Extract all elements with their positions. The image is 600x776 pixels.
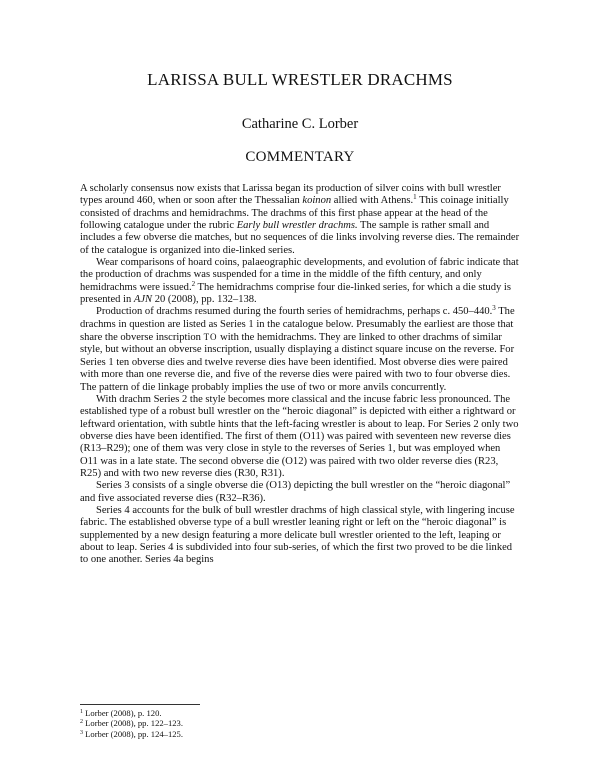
body-paragraph	[80, 394, 520, 480]
author-name: Catharine C. Lorber	[241, 116, 359, 132]
text-run: Wear comparisons of hoard coins, palaeographic developments, and evolution of fabric indicate that the production of drachms was suspended for a time in the middle of the fifth century, and only hemidrachms were issued.	[80, 257, 519, 293]
italic-text: AJN	[133, 294, 153, 306]
text-run: Production of drachms resumed during the fourth series of hemidrachms, perhaps c. 450–440.	[96, 306, 493, 318]
footnotes	[80, 704, 520, 739]
text-run: The sample is rather small and includes a few obverse die matches, but no sequences of die links involving reverse dies. The remainder of the catalogue is organized into die-linked series.	[80, 220, 520, 256]
text-run: Series 3 consists of a single obverse die (O13) depicting the bull wrestler on the “heroic diagonal” and five associated reverse dies (R32–R36).	[80, 480, 511, 504]
body-paragraph	[80, 183, 520, 257]
footnote-text: Lorber (2008), p. 120.	[83, 708, 162, 718]
footnote-number: 3	[80, 729, 83, 736]
italic-text: koinon	[302, 195, 332, 207]
text-run: Series 4 accounts for the bulk of bull wrestler drachms of high classical style, with lingering incuse fabric. The established obverse type of a bull wrestler leaning right or left on the “heroic diagonal” is supplemented by a new design featuring a more delicate bull wrestler oriented to the left, leaping or about to leap. Series 4 is subdivided into four sub-series, of which the first two proved to be die linked to one another. Series 4a begins	[80, 504, 515, 566]
text-run: The drachms in question are listed as Series 1 in the catalogue below. Presumably the earliest are those that share the obverse inscription	[80, 306, 515, 344]
body-paragraph	[80, 257, 520, 306]
footnote-list	[80, 708, 520, 739]
text-run: 20 (2008), pp. 132–138.	[152, 294, 257, 306]
footnote	[80, 718, 520, 728]
text-run: With drachm Series 2 the style becomes more classical and the incuse fabric less pronounced. The established type of a robust bull wrestler on the “heroic diagonal” is depicted with either a rightward or leftward orientation, with subtle hints that the left-facing wrestler is about to leap. For Series 2 only two obverse dies have been identified. The first of them (O11) was paired with seventeen new reverse dies (R13–R29); one of them was very close in style to the reverses of Series 1, but was employed when O11 was in a late state. The second obverse die (O12) was paired with two older reverse dies (R23, R25) and with two new reverse dies (R30, R31).	[80, 393, 519, 479]
inscription-text: ΤΟ	[203, 332, 218, 343]
text-run: with the hemidrachms. They are linked to other drachms of similar style, but without an obverse inscription, usually displaying a distinct square incuse on the reverse. For Series 1 ten obverse dies and twelve reverse dies have been identified. Most obverse dies were paired with more than one reverse die, and five of the reverse dies were paired with two to four obverse dies. The pattern of die linkage probably implies the use of two or more anvils concurrently.	[80, 332, 515, 393]
footnote-rule	[80, 704, 200, 705]
text-run: allied with Athens.	[331, 195, 414, 207]
footnote-reference: 3	[492, 304, 496, 313]
footnote-number: 2	[80, 719, 83, 726]
footnote	[80, 708, 520, 718]
footnote-text: Lorber (2008), pp. 122–123.	[83, 718, 184, 729]
italic-text: Early bull wrestler drachms.	[236, 220, 358, 232]
text-run: The hemidrachms comprise four die-linked series, for which a die study is presented in	[80, 281, 511, 306]
footnote	[80, 729, 520, 739]
body-text	[80, 183, 520, 567]
footnote-reference: 2	[191, 279, 196, 288]
text-run: A scholarly consensus now exists that Larissa began its production of silver coins with bull wrestler types around 460, when or soon after the Thessalian	[80, 183, 501, 207]
footnote-text: Lorber (2008), pp. 124–125.	[83, 728, 184, 739]
document-title: LARISSA BULL WRESTLER DRACHMS	[147, 70, 453, 89]
text-run: This coinage initially consisted of drachms and hemidrachms. The drachms of this first phase appear at the head of the following catalogue under the rubric	[80, 195, 509, 232]
section-heading: COMMENTARY	[245, 149, 355, 165]
footnote-number: 1	[80, 709, 83, 715]
body-paragraph	[80, 480, 520, 505]
body-paragraph	[80, 505, 520, 567]
footnote-reference: 1	[413, 193, 417, 202]
body-paragraph	[80, 306, 520, 393]
